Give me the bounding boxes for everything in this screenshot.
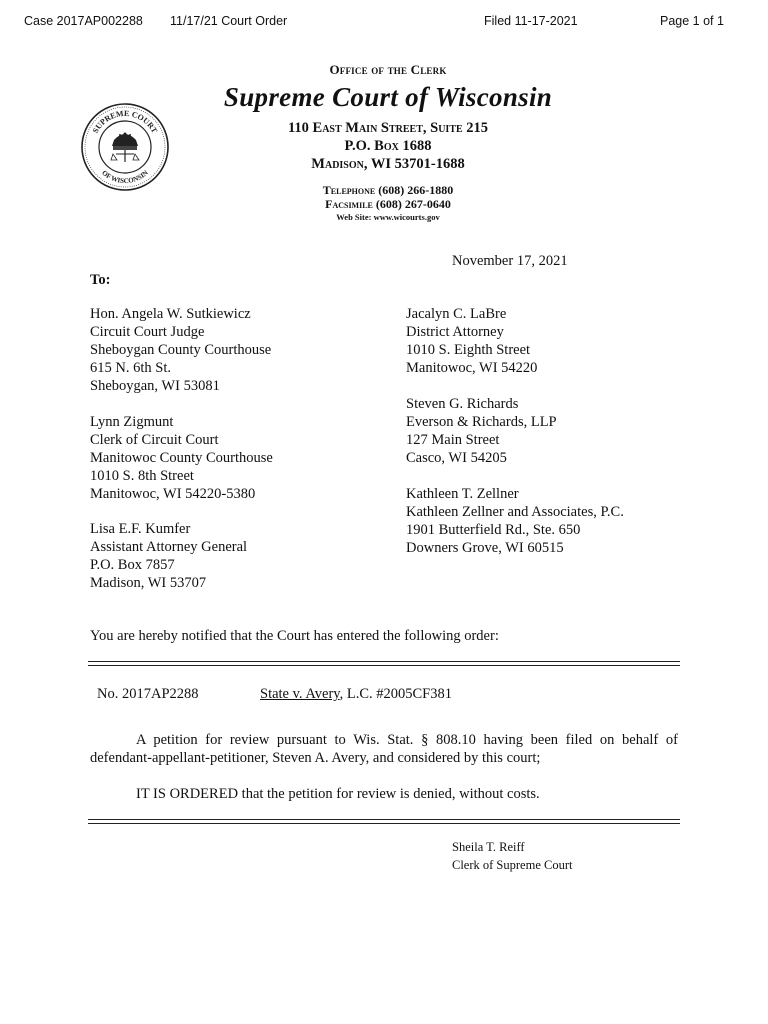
- filed-date: Filed 11-17-2021: [484, 14, 578, 28]
- order-date: November 17, 2021: [452, 253, 568, 269]
- case-caption: [260, 685, 452, 703]
- lower-court-number: , L.C. #2005CF381: [339, 686, 452, 702]
- recipient-richards: Steven G. Richards Everson & Richards, LLP 127 Main Street Casco, WI 54205: [406, 396, 557, 466]
- order-paragraph-ordered: IT IS ORDERED that the petition for review is denied, without costs.: [136, 786, 540, 802]
- telephone: Telephone (608) 266-1880: [322, 183, 454, 197]
- website: Web Site: www.wicourts.gov: [336, 212, 440, 222]
- case-caption-parties: State v. Avery: [260, 686, 340, 702]
- divider-top-inner: [88, 665, 680, 666]
- address-street: 110 East Main Street, Suite 215: [287, 120, 489, 136]
- notice-text: You are hereby notified that the Court has entered the following order:: [90, 628, 499, 644]
- signature-name: Sheila T. Reiff: [452, 840, 525, 854]
- recipient-kumfer: Lisa E.F. Kumfer Assistant Attorney General P.O. Box 7857 Madison, WI 53707: [90, 521, 248, 591]
- address-city: Madison, WI 53701-1688: [311, 156, 465, 172]
- divider-bottom: [88, 819, 680, 820]
- divider-top: [88, 661, 680, 662]
- court-name: Supreme Court of Wisconsin: [223, 82, 553, 112]
- recipient-labre: Jacalyn C. LaBre District Attorney 1010 S. Eighth Street Manitowoc, WI 54220: [406, 306, 538, 376]
- seal-top-text: SUPREME COURT: [90, 108, 160, 135]
- recipient-zigmunt: Lynn Zigmunt Clerk of Circuit Court Manitowoc County Courthouse 1010 S. 8th Street Manitowoc, WI 54220-5380: [90, 414, 273, 502]
- facsimile: Facsimile (608) 267-0640: [325, 197, 451, 211]
- case-number: Case 2017AP002288: [24, 14, 143, 28]
- signature-title: Clerk of Supreme Court: [452, 858, 573, 872]
- divider-bottom-inner: [88, 823, 680, 824]
- office-of-the-clerk: Office of the Clerk: [329, 62, 447, 77]
- recipient-sutkiewicz: Hon. Angela W. Sutkiewicz Circuit Court Judge Sheboygan County Courthouse 615 N. 6th St. Sheboygan, WI 53081: [90, 306, 272, 394]
- document-title: 11/17/21 Court Order: [170, 14, 288, 28]
- recipient-zellner: Kathleen T. Zellner Kathleen Zellner and Associates, P.C. 1901 Butterfield Rd., Ste. 650 Downers Grove, WI 60515: [406, 486, 624, 556]
- page-indicator: Page 1 of 1: [660, 14, 724, 28]
- order-paragraph-petition: A petition for review pursuant to Wis. Stat. § 808.10 having been filed on behalf of defendant-appellant-petitioner, Steven A. Avery, and considered by this court;: [90, 732, 678, 766]
- address-po-box: P.O. Box 1688: [344, 138, 432, 154]
- court-seal-icon: [80, 102, 170, 192]
- seal-bottom-text: OF WISCONSIN: [100, 168, 150, 186]
- to-label: To:: [90, 272, 111, 288]
- order-number: No. 2017AP2288: [97, 686, 199, 702]
